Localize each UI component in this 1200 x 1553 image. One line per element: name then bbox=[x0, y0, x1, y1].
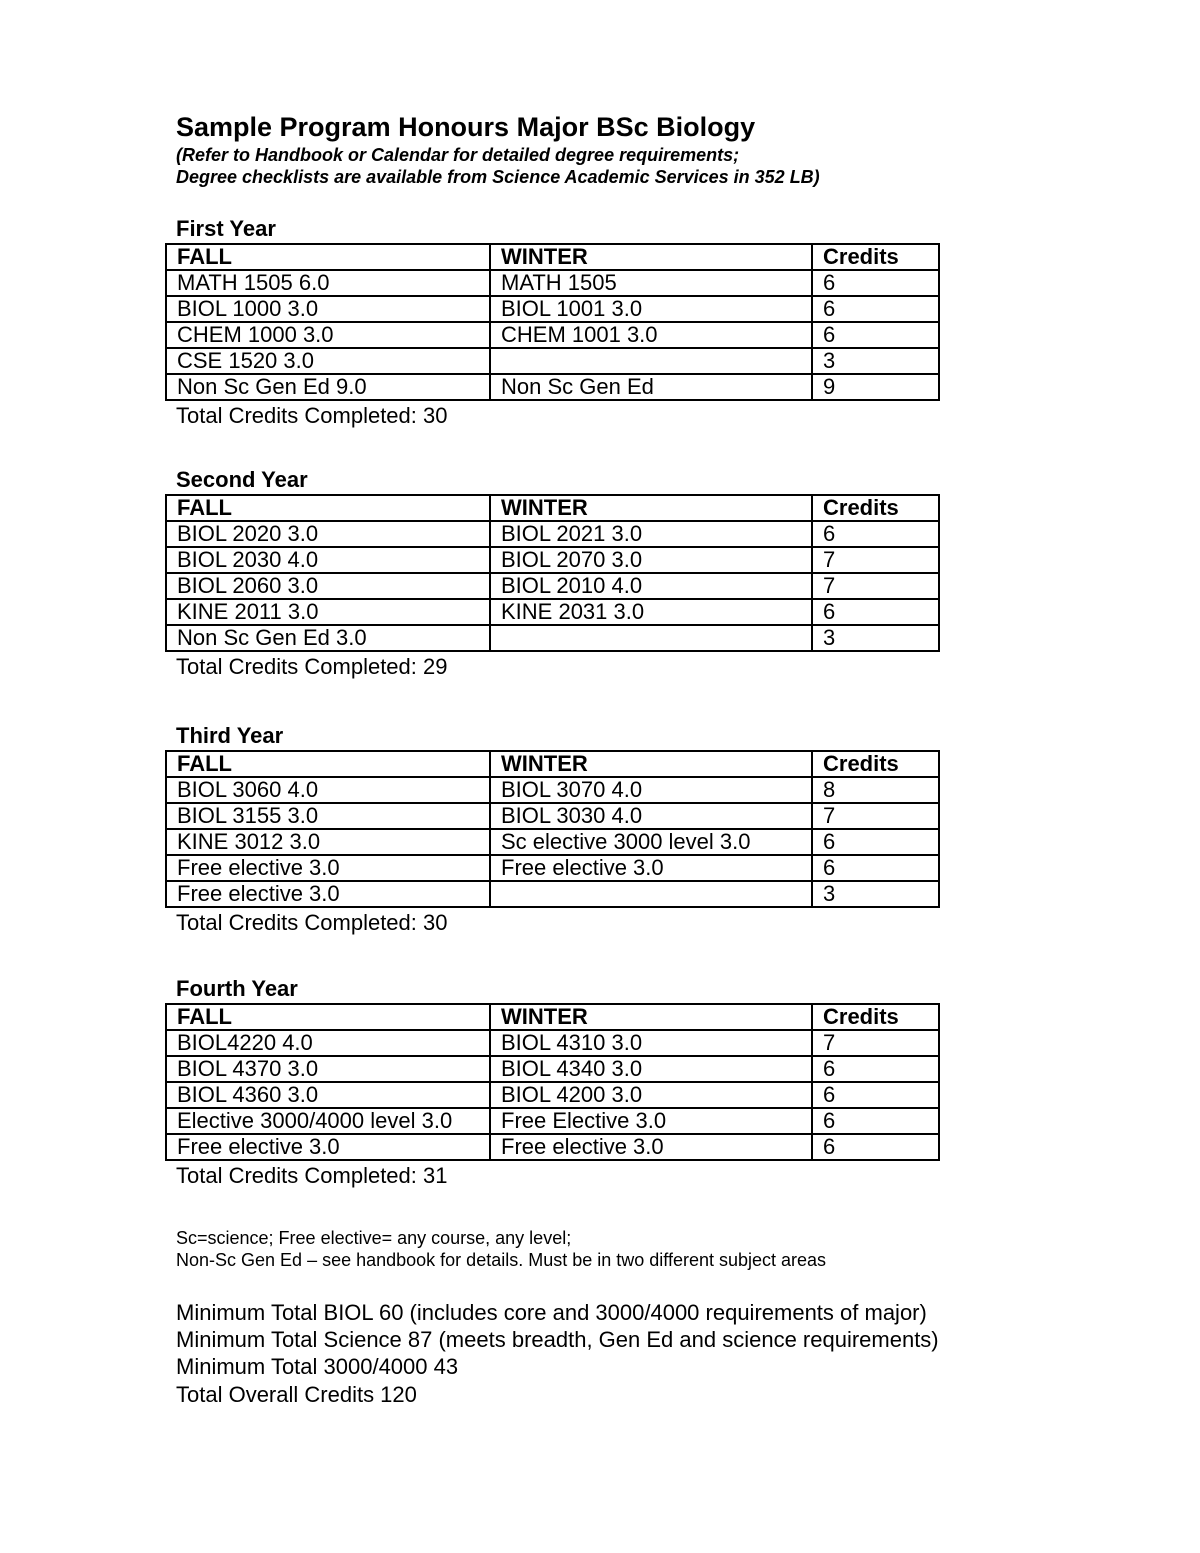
winter-course-cell: BIOL 2070 3.0 bbox=[490, 547, 812, 573]
fall-course-cell: Non Sc Gen Ed 9.0 bbox=[166, 374, 490, 400]
fall-course-cell: BIOL 2060 3.0 bbox=[166, 573, 490, 599]
column-header-fall: FALL bbox=[166, 751, 490, 777]
year-section-third bbox=[165, 722, 945, 938]
winter-course-cell: BIOL 4310 3.0 bbox=[490, 1030, 812, 1056]
winter-course-cell bbox=[490, 881, 812, 907]
fall-course-cell: Free elective 3.0 bbox=[166, 1134, 490, 1160]
fall-course-cell: Elective 3000/4000 level 3.0 bbox=[166, 1108, 490, 1134]
column-header-credits: Credits bbox=[812, 1004, 939, 1030]
winter-course-cell: MATH 1505 bbox=[490, 270, 812, 296]
table-row bbox=[166, 322, 939, 348]
credits-cell: 6 bbox=[812, 322, 939, 348]
year-heading: Third Year bbox=[176, 723, 284, 748]
winter-course-cell: Non Sc Gen Ed bbox=[490, 374, 812, 400]
credits-cell: 6 bbox=[812, 1056, 939, 1082]
reference-note: Degree checklists are available from Science Academic Services in 352 LB) bbox=[176, 167, 820, 187]
credits-cell: 8 bbox=[812, 777, 939, 803]
course-table bbox=[165, 494, 940, 652]
fall-course-cell: BIOL 4370 3.0 bbox=[166, 1056, 490, 1082]
winter-course-cell: Free elective 3.0 bbox=[490, 855, 812, 881]
summary-line: Minimum Total 3000/4000 43 bbox=[176, 1354, 459, 1379]
fall-course-cell: CSE 1520 3.0 bbox=[166, 348, 490, 374]
table-row bbox=[166, 1056, 939, 1082]
table-row bbox=[166, 547, 939, 573]
winter-course-cell bbox=[490, 625, 812, 651]
table-row bbox=[166, 777, 939, 803]
winter-course-cell: BIOL 2010 4.0 bbox=[490, 573, 812, 599]
summary-line: Total Overall Credits 120 bbox=[176, 1382, 417, 1407]
credits-cell: 7 bbox=[812, 1030, 939, 1056]
fall-course-cell: BIOL 1000 3.0 bbox=[166, 296, 490, 322]
column-header-winter: WINTER bbox=[490, 244, 812, 270]
column-header-credits: Credits bbox=[812, 495, 939, 521]
winter-course-cell: Free elective 3.0 bbox=[490, 1134, 812, 1160]
fall-course-cell: MATH 1505 6.0 bbox=[166, 270, 490, 296]
table-row bbox=[166, 855, 939, 881]
summary-line: Minimum Total Science 87 (meets breadth, Gen Ed and science requirements) bbox=[176, 1327, 939, 1352]
fall-course-cell: Free elective 3.0 bbox=[166, 855, 490, 881]
credits-cell: 3 bbox=[812, 348, 939, 374]
credits-cell: 6 bbox=[812, 296, 939, 322]
fall-course-cell: Non Sc Gen Ed 3.0 bbox=[166, 625, 490, 651]
credits-cell: 7 bbox=[812, 803, 939, 829]
year-total-credits: Total Credits Completed: 29 bbox=[176, 654, 448, 679]
winter-course-cell: BIOL 4340 3.0 bbox=[490, 1056, 812, 1082]
table-row bbox=[166, 1134, 939, 1160]
credits-cell: 6 bbox=[812, 521, 939, 547]
table-row bbox=[166, 599, 939, 625]
credits-cell: 6 bbox=[812, 1108, 939, 1134]
column-header-fall: FALL bbox=[166, 495, 490, 521]
table-row bbox=[166, 881, 939, 907]
table-row bbox=[166, 1108, 939, 1134]
year-section-first bbox=[165, 215, 945, 431]
fall-course-cell: BIOL 3060 4.0 bbox=[166, 777, 490, 803]
summary-line: Minimum Total BIOL 60 (includes core and 3000/4000 requirements of major) bbox=[176, 1300, 927, 1325]
table-row bbox=[166, 521, 939, 547]
course-table bbox=[165, 750, 940, 908]
column-header-fall: FALL bbox=[166, 244, 490, 270]
legend-line: Sc=science; Free elective= any course, any level; bbox=[176, 1228, 572, 1248]
table-header-row bbox=[166, 1004, 939, 1030]
year-heading: Fourth Year bbox=[176, 976, 298, 1001]
credits-cell: 7 bbox=[812, 573, 939, 599]
credits-cell: 3 bbox=[812, 625, 939, 651]
fall-course-cell: KINE 3012 3.0 bbox=[166, 829, 490, 855]
table-row bbox=[166, 270, 939, 296]
fall-course-cell: Free elective 3.0 bbox=[166, 881, 490, 907]
winter-course-cell: Sc elective 3000 level 3.0 bbox=[490, 829, 812, 855]
winter-course-cell: BIOL 3070 4.0 bbox=[490, 777, 812, 803]
fall-course-cell: BIOL4220 4.0 bbox=[166, 1030, 490, 1056]
table-header-row bbox=[166, 244, 939, 270]
fall-course-cell: BIOL 2030 4.0 bbox=[166, 547, 490, 573]
table-row bbox=[166, 829, 939, 855]
winter-course-cell: BIOL 3030 4.0 bbox=[490, 803, 812, 829]
reference-note: (Refer to Handbook or Calendar for detailed degree requirements; bbox=[176, 145, 740, 165]
credits-cell: 6 bbox=[812, 1134, 939, 1160]
winter-course-cell: BIOL 4200 3.0 bbox=[490, 1082, 812, 1108]
credits-cell: 9 bbox=[812, 374, 939, 400]
table-row bbox=[166, 573, 939, 599]
fall-course-cell: BIOL 2020 3.0 bbox=[166, 521, 490, 547]
legend-line: Non-Sc Gen Ed – see handbook for details. Must be in two different subject areas bbox=[176, 1250, 827, 1270]
column-header-credits: Credits bbox=[812, 751, 939, 777]
credits-cell: 6 bbox=[812, 829, 939, 855]
credits-cell: 6 bbox=[812, 855, 939, 881]
table-row bbox=[166, 1030, 939, 1056]
year-section-second bbox=[165, 466, 945, 682]
fall-course-cell: CHEM 1000 3.0 bbox=[166, 322, 490, 348]
fall-course-cell: BIOL 4360 3.0 bbox=[166, 1082, 490, 1108]
year-heading: Second Year bbox=[176, 467, 308, 492]
year-total-credits: Total Credits Completed: 30 bbox=[176, 910, 448, 935]
credits-cell: 7 bbox=[812, 547, 939, 573]
year-heading: First Year bbox=[176, 216, 276, 241]
table-row bbox=[166, 296, 939, 322]
column-header-winter: WINTER bbox=[490, 1004, 812, 1030]
credits-cell: 6 bbox=[812, 270, 939, 296]
table-header-row bbox=[166, 751, 939, 777]
year-total-credits: Total Credits Completed: 30 bbox=[176, 403, 448, 428]
credits-cell: 6 bbox=[812, 599, 939, 625]
winter-course-cell: BIOL 2021 3.0 bbox=[490, 521, 812, 547]
column-header-winter: WINTER bbox=[490, 751, 812, 777]
winter-course-cell: Free Elective 3.0 bbox=[490, 1108, 812, 1134]
table-row bbox=[166, 348, 939, 374]
winter-course-cell bbox=[490, 348, 812, 374]
year-section-fourth bbox=[165, 975, 945, 1191]
course-table bbox=[165, 1003, 940, 1161]
table-row bbox=[166, 374, 939, 400]
fall-course-cell: BIOL 3155 3.0 bbox=[166, 803, 490, 829]
year-total-credits: Total Credits Completed: 31 bbox=[176, 1163, 448, 1188]
winter-course-cell: KINE 2031 3.0 bbox=[490, 599, 812, 625]
table-row bbox=[166, 803, 939, 829]
table-row bbox=[166, 1082, 939, 1108]
credits-cell: 3 bbox=[812, 881, 939, 907]
column-header-credits: Credits bbox=[812, 244, 939, 270]
table-header-row bbox=[166, 495, 939, 521]
table-row bbox=[166, 625, 939, 651]
fall-course-cell: KINE 2011 3.0 bbox=[166, 599, 490, 625]
page-title: Sample Program Honours Major BSc Biology bbox=[176, 112, 756, 142]
column-header-winter: WINTER bbox=[490, 495, 812, 521]
column-header-fall: FALL bbox=[166, 1004, 490, 1030]
winter-course-cell: BIOL 1001 3.0 bbox=[490, 296, 812, 322]
course-table bbox=[165, 243, 940, 401]
credits-cell: 6 bbox=[812, 1082, 939, 1108]
winter-course-cell: CHEM 1001 3.0 bbox=[490, 322, 812, 348]
